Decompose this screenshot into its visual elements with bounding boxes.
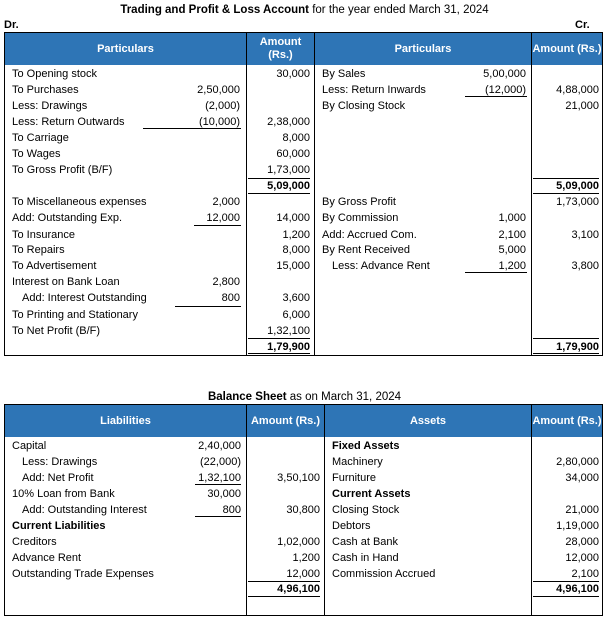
bs-asset-item: Furniture	[332, 472, 377, 484]
bs-liability-amount: 1,02,000	[277, 536, 320, 548]
bs-asset-amount: 4,96,100	[556, 583, 599, 595]
bs-header-liabilities: Liabilities	[100, 414, 151, 427]
pl-right-subamount: 1,000	[498, 212, 526, 224]
pl-right-particular: Less: Advance Rent	[332, 260, 430, 272]
pl-left-amount: 1,32,100	[267, 325, 310, 337]
pl-header-particulars-right: Particulars	[394, 42, 452, 55]
pl-left-particular: Add: Interest Outstanding	[22, 292, 147, 304]
pl-total-rule	[248, 193, 310, 194]
pl-divider	[314, 33, 315, 355]
bs-divider	[531, 405, 532, 615]
pl-left-particular: Add: Outstanding Exp.	[12, 212, 123, 224]
pl-header-amount-right: Amount (Rs.)	[532, 42, 602, 55]
bs-liability-item: Less: Drawings	[22, 456, 98, 468]
bs-asset-amount: 28,000	[565, 536, 599, 548]
pl-right-particular: By Commission	[322, 212, 399, 224]
bs-asset-amount: 21,000	[565, 504, 599, 516]
bs-divider	[246, 405, 247, 615]
pl-right-particular: By Gross Profit	[322, 196, 396, 208]
pl-right-subamount: 5,00,000	[483, 68, 526, 80]
pl-left-subamount: 800	[221, 292, 240, 304]
pl-divider	[246, 33, 247, 355]
bs-liability-subamount: 800	[222, 504, 241, 516]
pl-subtotal-rule	[175, 306, 241, 307]
pl-left-amount: 15,000	[276, 260, 310, 272]
bs-title-bold: Balance Sheet	[207, 391, 287, 403]
pl-left-particular: To Carriage	[12, 132, 69, 144]
pl-right-particular: Less: Return Inwards	[322, 84, 426, 96]
pl-left-particular: To Purchases	[12, 84, 79, 96]
pl-right-amount: 4,88,000	[556, 84, 599, 96]
pl-left-subamount: 12,000	[206, 212, 240, 224]
pl-left-particular: To Printing and Stationary	[12, 309, 138, 321]
pl-title-rest: for the year ended March 31, 2024	[309, 4, 489, 16]
pl-left-subamount: 2,800	[212, 276, 240, 288]
pl-left-amount: 1,73,000	[267, 164, 310, 176]
pl-right-subamount: 5,000	[498, 244, 526, 256]
pl-title	[0, 3, 609, 17]
pl-total-rule	[248, 338, 310, 339]
pl-divider	[531, 33, 532, 355]
bs-liability-amount: 3,50,100	[277, 472, 320, 484]
pl-left-particular: To Opening stock	[12, 68, 97, 80]
pl-right-amount: 1,79,900	[556, 341, 599, 353]
pl-right-particular: By Rent Received	[322, 244, 411, 256]
pl-left-particular: Less: Drawings	[12, 100, 88, 112]
pl-header-amount-left: Amount (Rs.)	[259, 36, 302, 61]
pl-left-amount: 5,09,000	[267, 180, 310, 192]
bs-title	[0, 390, 609, 404]
pl-right-amount: 5,09,000	[556, 180, 599, 192]
bs-header-amount-left: Amount (Rs.)	[250, 414, 321, 427]
bs-title-rest: as on March 31, 2024	[286, 391, 402, 403]
pl-right-amount: 3,800	[571, 260, 599, 272]
pl-left-amount: 2,38,000	[267, 116, 310, 128]
pl-left-particular: Interest on Bank Loan	[12, 276, 120, 288]
cr-label: Cr.	[575, 19, 590, 31]
pl-right-subamount: 2,100	[498, 229, 526, 241]
bs-asset-amount: 2,100	[571, 568, 599, 580]
pl-left-particular: To Miscellaneous expenses	[12, 196, 147, 208]
bs-liability-subamount: (22,000)	[200, 456, 241, 468]
bs-liability-item: Creditors	[12, 536, 57, 548]
bs-asset-amount: 34,000	[565, 472, 599, 484]
bs-asset-item: Machinery	[332, 456, 383, 468]
bs-liability-subamount: 1,32,100	[198, 472, 241, 484]
pl-total-rule	[533, 193, 599, 194]
bs-asset-item: Cash at Bank	[332, 536, 399, 548]
bs-liability-item: Current Liabilities	[12, 520, 106, 532]
pl-left-subamount: (2,000)	[205, 100, 240, 112]
bs-asset-item: Current Assets	[332, 488, 411, 500]
pl-left-amount: 14,000	[276, 212, 310, 224]
bs-asset-item: Cash in Hand	[332, 552, 399, 564]
bs-liability-amount: 1,200	[292, 552, 320, 564]
pl-left-particular: To Net Profit (B/F)	[12, 325, 101, 337]
pl-left-amount: 1,200	[282, 229, 310, 241]
pl-left-particular: To Gross Profit (B/F)	[12, 164, 113, 176]
pl-left-particular: To Repairs	[12, 244, 65, 256]
pl-left-subamount: (10,000)	[199, 116, 240, 128]
pl-left-amount: 60,000	[276, 148, 310, 160]
pl-left-particular: To Wages	[12, 148, 61, 160]
pl-right-subamount: (12,000)	[485, 84, 526, 96]
bs-liability-amount: 4,96,100	[277, 583, 320, 595]
pl-subtotal-rule	[194, 225, 241, 226]
bs-total-rule	[248, 596, 320, 597]
pl-left-particular: Less: Return Outwards	[12, 116, 125, 128]
pl-title-bold: Trading and Profit & Loss Account	[120, 4, 310, 16]
pl-left-amount: 6,000	[282, 309, 310, 321]
pl-right-particular: Add: Accrued Com.	[322, 229, 417, 241]
bs-header-assets: Assets	[409, 414, 447, 427]
bs-liability-item: Capital	[12, 440, 47, 452]
bs-liability-item: Outstanding Trade Expenses	[12, 568, 154, 580]
bs-asset-amount: 2,80,000	[556, 456, 599, 468]
bs-liability-amount: 12,000	[286, 568, 320, 580]
bs-asset-item: Commission Accrued	[332, 568, 436, 580]
pl-left-particular: To Advertisement	[12, 260, 97, 272]
pl-left-particular: To Insurance	[12, 229, 75, 241]
pl-total-rule	[533, 338, 599, 339]
pl-left-amount: 1,79,900	[267, 341, 310, 353]
bs-total-rule	[533, 596, 599, 597]
bs-liability-amount: 30,800	[286, 504, 320, 516]
bs-asset-item: Fixed Assets	[332, 440, 400, 452]
pl-left-subamount: 2,50,000	[197, 84, 240, 96]
bs-liability-item: Add: Outstanding Interest	[22, 504, 147, 516]
bs-liability-item: 10% Loan from Bank	[12, 488, 115, 500]
pl-right-particular: By Sales	[322, 68, 366, 80]
pl-right-subamount: 1,200	[498, 260, 526, 272]
pl-right-amount: 1,73,000	[556, 196, 599, 208]
pl-right-amount: 3,100	[571, 229, 599, 241]
bs-liability-item: Add: Net Profit	[22, 472, 94, 484]
bs-asset-item: Debtors	[332, 520, 371, 532]
pl-right-particular: By Closing Stock	[322, 100, 406, 112]
bs-liability-subamount: 30,000	[207, 488, 241, 500]
pl-left-amount: 8,000	[282, 244, 310, 256]
pl-left-subamount: 2,000	[212, 196, 240, 208]
pl-left-amount: 3,600	[282, 292, 310, 304]
pl-header-particulars-left: Particulars	[97, 42, 154, 55]
pl-left-amount: 30,000	[276, 68, 310, 80]
dr-label: Dr.	[4, 19, 19, 31]
bs-asset-amount: 12,000	[565, 552, 599, 564]
pl-right-amount: 21,000	[565, 100, 599, 112]
bs-asset-item: Closing Stock	[332, 504, 400, 516]
bs-liability-item: Advance Rent	[12, 552, 82, 564]
pl-left-amount: 8,000	[282, 132, 310, 144]
bs-liability-subamount: 2,40,000	[198, 440, 241, 452]
bs-asset-amount: 1,19,000	[556, 520, 599, 532]
bs-header-amount-right: Amount (Rs.)	[532, 414, 602, 427]
bs-divider	[324, 405, 325, 615]
